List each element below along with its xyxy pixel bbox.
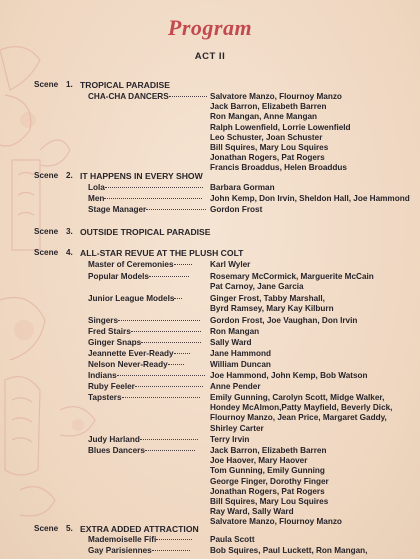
scene-label: Scene [34, 171, 59, 180]
cast-list [210, 272, 374, 292]
cast-list [210, 294, 334, 314]
cast-line: Joe Hammond, John Kemp, Bob Watson [210, 371, 368, 380]
cast-line: Sally Ward [210, 338, 252, 347]
role-name: Singers [88, 316, 200, 326]
cast-line: Flournoy Manzo, Jean Price, Margaret Gaddy, [210, 413, 387, 423]
scene-label: Scene [34, 248, 59, 257]
role-name: Mademoiselle Fifi [88, 535, 192, 545]
scene-title: OUTSIDE TROPICAL PARADISE [80, 227, 211, 237]
cast-line: Jonathan Rogers, Pat Rogers [210, 486, 325, 496]
role-name: Master of Ceremonies [88, 260, 192, 270]
cast-line: Jane Hammond [210, 349, 271, 358]
cast-line: Ray Ward, Sally Ward [210, 507, 294, 517]
role-name: CHA-CHA DANCERS [88, 92, 207, 102]
cast-line: Ginger Frost, Tabby Marshall, [210, 294, 325, 303]
scene-title: ALL-STAR REVUE AT THE PLUSH COLT [80, 248, 244, 258]
role-name: Ginger Snaps [88, 338, 201, 348]
cast-line: Jack Barron, Elizabeth Barren [210, 102, 327, 112]
cast-line: Paula Scott [210, 535, 255, 544]
cast-line: Joe Haover, Mary Haover [210, 456, 308, 466]
scene-title: EXTRA ADDED ATTRACTION [80, 524, 199, 534]
role-name: Popular Models [88, 272, 189, 282]
role-name: Ruby Feeler [88, 382, 203, 392]
cast-line: Rosemary McCormick, Marguerite McCain [210, 272, 374, 281]
cast-line: Bill Squires, Mary Lou Squires [210, 496, 329, 506]
role-name: Tapsters [88, 393, 200, 403]
cast-line: Salvatore Manzo, Flournoy Manzo [210, 92, 342, 101]
role-name: Blues Dancers [88, 446, 195, 456]
cast-line: Anne Pender [210, 382, 261, 391]
role-name: Gay Parisiennes [88, 546, 190, 556]
cast-list [210, 446, 342, 528]
cast-line: Gordon Frost [210, 205, 263, 214]
cast-line: Shirley Carter [210, 423, 264, 433]
cast-list [210, 393, 392, 434]
role-name: Lola [88, 183, 203, 193]
cast-line: Hondey McAlmon,Patty Mayfield, Beverly Dick, [210, 403, 393, 413]
scene-label: Scene [34, 524, 59, 533]
role-name: Jeannette Ever-Ready [88, 349, 190, 359]
scene-number: 5. [66, 524, 73, 533]
role-name: Junior League Models [88, 294, 182, 304]
role-name: Judy Harland [88, 435, 198, 445]
cast-line: Byrd Ramsey, Mary Kay Kilburn [210, 304, 334, 314]
role-name: Stage Manager [88, 205, 206, 215]
cast-line: Jonathan Rogers, Pat Rogers [210, 153, 325, 163]
cast-line: Leo Schuster, Joan Schuster [210, 132, 323, 142]
scene-number: 3. [66, 227, 73, 236]
cast-line: Karl Wyler [210, 260, 251, 269]
cast-line: Gordon Frost, Joe Vaughan, Don Irvin [210, 316, 358, 325]
cast-line: Bill Squires, Mary Lou Squires [210, 142, 329, 152]
cast-line: George Finger, Dorothy Finger [210, 476, 329, 486]
scene-title: IT HAPPENS IN EVERY SHOW [80, 171, 203, 181]
scene-number: 4. [66, 248, 73, 257]
scene-label: Scene [34, 227, 59, 236]
cast-line: Francis Broaddus, Helen Broaddus [210, 163, 347, 173]
scene-title: TROPICAL PARADISE [80, 80, 170, 90]
cast-list [210, 92, 351, 174]
cast-line: Jack Barron, Elizabeth Barren [210, 446, 327, 455]
cast-line: Tom Gunning, Emily Gunning [210, 466, 325, 476]
cast-line: John Kemp, Don Irvin, Sheldon Hall, Joe Hammond [210, 194, 410, 203]
cast-line: Ron Mangan, Anne Mangan [210, 112, 318, 122]
cast-line: Bob Squires, Paul Luckett, Ron Mangan, [210, 546, 368, 555]
scene-number: 1. [66, 80, 73, 89]
cast-line: Ralph Lowenfield, Lorrie Lowenfield [210, 122, 351, 132]
cast-line: William Duncan [210, 360, 271, 369]
role-name: Indians [88, 371, 205, 381]
scene-number: 2. [66, 171, 73, 180]
cast-line: Emily Gunning, Carolyn Scott, Midge Walker, [210, 393, 385, 402]
role-name: Men [88, 194, 202, 204]
scene-label: Scene [34, 80, 59, 89]
page-title: Program [167, 15, 253, 40]
cast-line: Salvatore Manzo, Flournoy Manzo [210, 517, 342, 527]
role-name: Fred Stairs [88, 327, 201, 337]
cast-line: Pat Carnoy, Jane Garcia [210, 282, 304, 292]
cast-line: Ron Mangan [210, 327, 260, 336]
cast-line: Barbara Gorman [210, 183, 275, 192]
cast-line: Terry Irvin [210, 435, 250, 444]
act-heading: ACT II [194, 51, 226, 62]
role-name: Nelson Never-Ready [88, 360, 184, 370]
